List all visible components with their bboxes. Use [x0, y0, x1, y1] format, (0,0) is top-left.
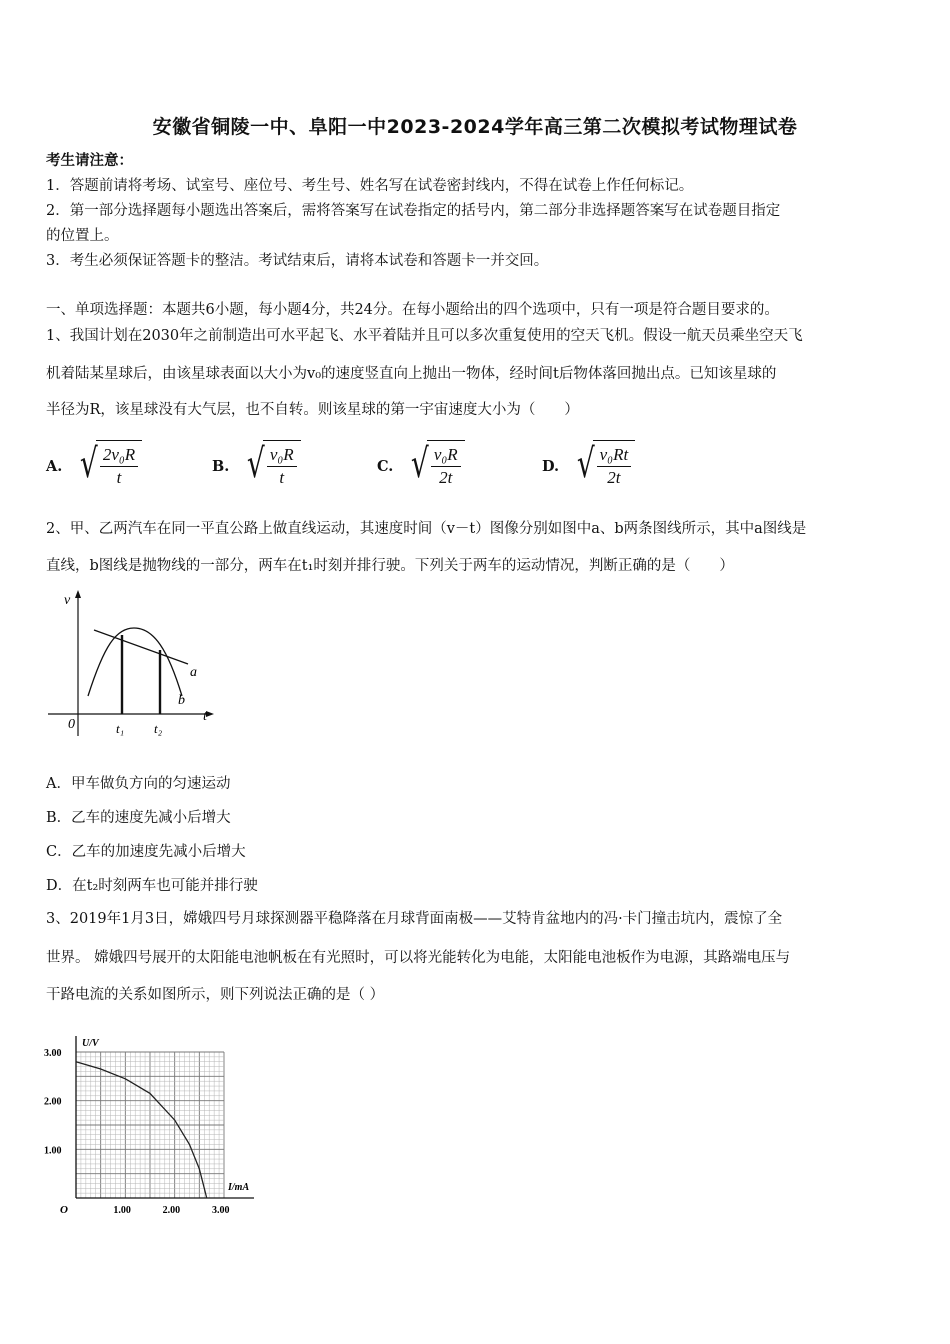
q3-text-1: 3、2019年1月3日，嫦娥四号月球探测器平稳降落在月球背面南极——艾特肯盆地内的冯·卡门撞击坑内，震惊了全 [46, 911, 783, 927]
q2-choice-c[interactable]: C．乙车的加速度先减小后增大 [46, 844, 246, 860]
x-tick-label: 3.00 [212, 1205, 230, 1216]
v-axis-label: v [64, 593, 71, 608]
sqrt-icon: √ [247, 441, 265, 487]
option-letter: A. [46, 457, 63, 475]
q1-option-b[interactable] [212, 436, 301, 496]
x-tick-label: 2.00 [162, 1205, 181, 1216]
fraction-numerator: 2v₀R [100, 445, 138, 467]
notice-item-3: 3．考生必须保证答题卡的整洁。考试结束后，请将本试卷和答题卡一并交回。 [46, 253, 549, 269]
q2-choice-d[interactable]: D．在t₂时刻两车也可能并排行驶 [46, 878, 258, 894]
page-title: 安徽省铜陵一中、阜阳一中2023-2024学年高三第二次模拟考试物理试卷 [152, 116, 798, 138]
fraction-numerator: v₀Rt [597, 445, 632, 467]
v-axis-arrow-icon [75, 590, 81, 598]
t2-label: t₂ [154, 721, 163, 736]
q2-choice-a[interactable]: A．甲车做负方向的匀速运动 [46, 776, 231, 792]
vt-graph [42, 588, 222, 740]
q1-text-2: 机着陆某星球后，由该星球表面以大小为v₀的速度竖直向上抛出一物体，经时间t后物体落回抛出点。已知该星球的 [46, 366, 777, 382]
y-tick-label: 3.00 [44, 1048, 62, 1059]
ui-chart [42, 1020, 272, 1220]
sqrt-icon: √ [80, 441, 98, 487]
y-tick-label: 2.00 [44, 1096, 62, 1108]
line-a-label: a [190, 665, 197, 680]
y-axis-label: U/V [82, 1038, 99, 1049]
x-tick-label: 1.00 [113, 1205, 131, 1216]
notice-item-2: 2．第一部分选择题每小题选出答案后，需将答案写在试卷指定的括号内，第二部分非选择题答案写在试卷题目指定 [46, 203, 781, 219]
sqrt-icon: √ [411, 441, 430, 487]
option-letter: C. [377, 457, 394, 475]
q1-option-d[interactable] [542, 436, 635, 496]
option-letter: B. [212, 457, 230, 475]
x-axis-label: I/mA [228, 1182, 250, 1193]
q3-text-2: 世界。 嫦娥四号展开的太阳能电池帆板在有光照时，可以将光能转化为电能，太阳能电池板作为电源，其路端电压与 [46, 950, 791, 966]
q1-option-a[interactable] [46, 436, 142, 496]
t-axis-label: t [203, 709, 207, 724]
fraction-numerator: v₀R [267, 445, 297, 467]
notice-item-2-cont: 的位置上。 [46, 228, 119, 244]
q1-text-1: 1、我国计划在2030年之前制造出可水平起飞、水平着陆并且可以多次重复使用的空天飞机。假设一航天员乘坐空天飞 [46, 328, 803, 344]
q2-text-1: 2、甲、乙两汽车在同一平直公路上做直线运动，其速度时间（v－t）图像分别如图中a、b两条图线所示，其中a图线是 [46, 521, 807, 537]
curve-b-label: b [178, 693, 185, 708]
curve-b [88, 628, 182, 696]
chart-labels [44, 1038, 249, 1216]
fraction-denominator: t [116, 467, 122, 487]
origin-label: O [60, 1204, 68, 1216]
t-axis-arrow-icon [206, 711, 214, 717]
fraction-numerator: v₀R [431, 445, 461, 467]
fraction-denominator: 2t [607, 467, 621, 487]
q1-option-c[interactable] [377, 436, 465, 496]
q2-choice-b[interactable]: B．乙车的速度先减小后增大 [46, 810, 231, 826]
q1-text-3: 半径为R，该星球没有大气层，也不自转。则该星球的第一宇宙速度大小为（ ） [46, 402, 579, 418]
sqrt-icon: √ [576, 441, 595, 487]
q3-text-3: 干路电流的关系如图所示，则下列说法正确的是（ ） [46, 987, 385, 1003]
notice-heading: 考生请注意： [46, 152, 133, 169]
q1-options [46, 436, 746, 496]
origin-label: 0 [68, 717, 75, 732]
t1-label: t₁ [116, 721, 125, 736]
section-heading: 一、单项选择题：本题共6小题，每小题4分，共24分。在每小题给出的四个选项中，只有一项是符合题目要求的。 [46, 302, 779, 318]
y-tick-label: 1.00 [44, 1145, 62, 1157]
q2-text-2: 直线，b图线是抛物线的一部分，两车在t₁时刻并排行驶。下列关于两车的运动情况，判断正确的是（ ） [46, 558, 734, 574]
option-letter: D. [542, 457, 560, 475]
fraction-denominator: 2t [439, 467, 453, 487]
fraction-denominator: t [279, 467, 285, 487]
notice-item-1: 1．答题前请将考场、试室号、座位号、考生号、姓名写在试卷密封线内，不得在试卷上作任何标记。 [46, 178, 694, 194]
